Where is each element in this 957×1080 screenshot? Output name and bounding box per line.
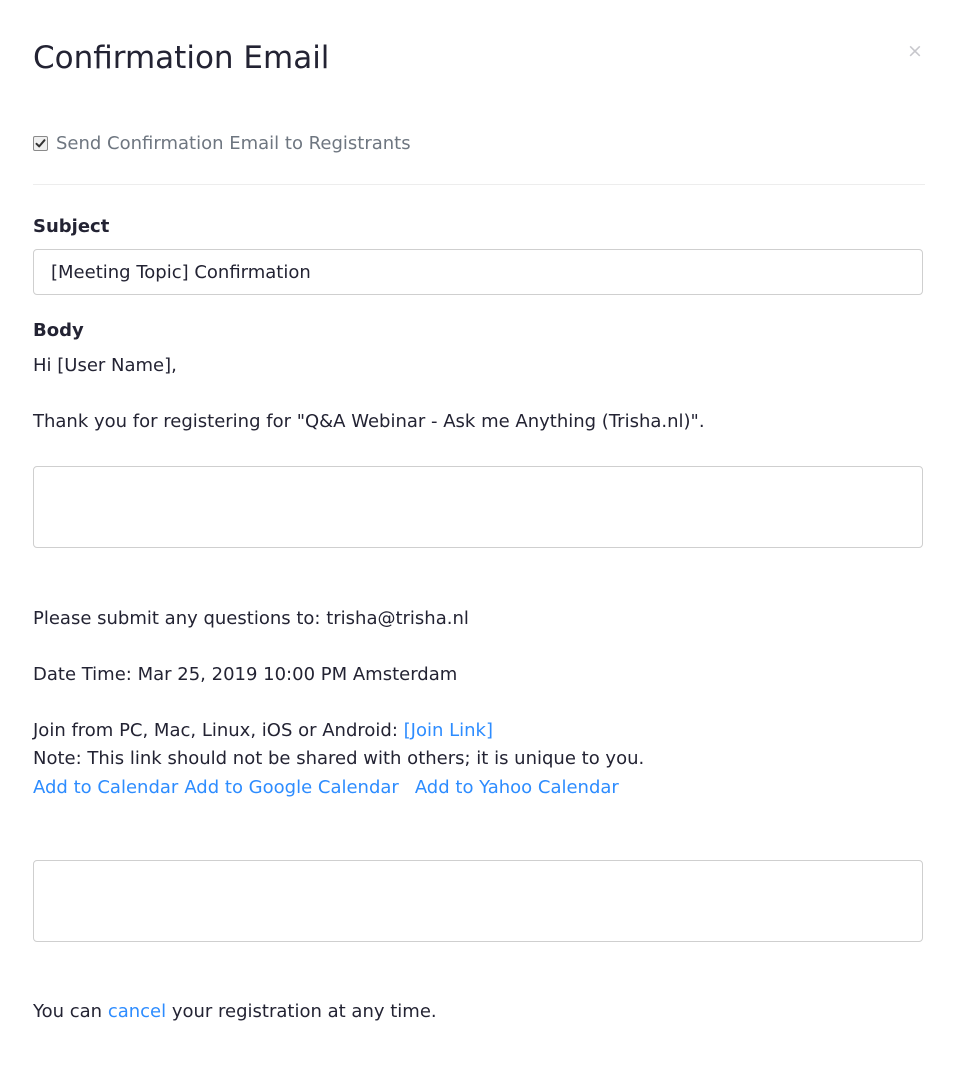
calendar-links: [33, 777, 625, 798]
join-link[interactable]: [Join Link]: [403, 720, 493, 741]
add-to-google-calendar-link[interactable]: Add to Google Calendar: [184, 777, 399, 798]
body-cancel-line: [33, 1001, 437, 1022]
add-to-yahoo-calendar-link[interactable]: Add to Yahoo Calendar: [414, 777, 619, 798]
cancel-link[interactable]: cancel: [107, 1001, 167, 1022]
join-prefix: Join from PC, Mac, Linux, iOS or Android:: [33, 720, 404, 741]
divider: [33, 184, 925, 185]
body-date-time: Date Time: Mar 25, 2019 10:00 PM Amsterdam: [33, 664, 458, 685]
cancel-suffix: your registration at any time.: [166, 1001, 437, 1022]
send-confirmation-row: [33, 130, 411, 156]
body-note: Note: This link should not be shared with others; it is unique to you.: [33, 748, 645, 769]
body-greeting: Hi [User Name],: [33, 355, 177, 376]
body-join-line: [33, 720, 493, 741]
add-to-calendar-link[interactable]: Add to Calendar: [33, 777, 179, 798]
send-confirmation-checkbox[interactable]: [33, 136, 48, 151]
custom-text-area-1[interactable]: [33, 466, 923, 548]
subject-label: Subject: [33, 216, 110, 237]
body-label: Body: [33, 320, 84, 341]
checkmark-icon: [35, 138, 46, 149]
send-confirmation-label[interactable]: Send Confirmation Email to Registrants: [56, 132, 411, 154]
modal-title: Confirmation Email: [33, 40, 330, 76]
custom-text-area-2[interactable]: [33, 860, 923, 942]
body-thank-you: Thank you for registering for "Q&A Webinar - Ask me Anything (Trisha.nl)".: [33, 411, 705, 432]
close-icon[interactable]: ×: [907, 40, 923, 62]
cancel-prefix: You can: [33, 1001, 108, 1022]
subject-input[interactable]: [33, 249, 923, 295]
body-questions: Please submit any questions to: trisha@trisha.nl: [33, 608, 469, 629]
